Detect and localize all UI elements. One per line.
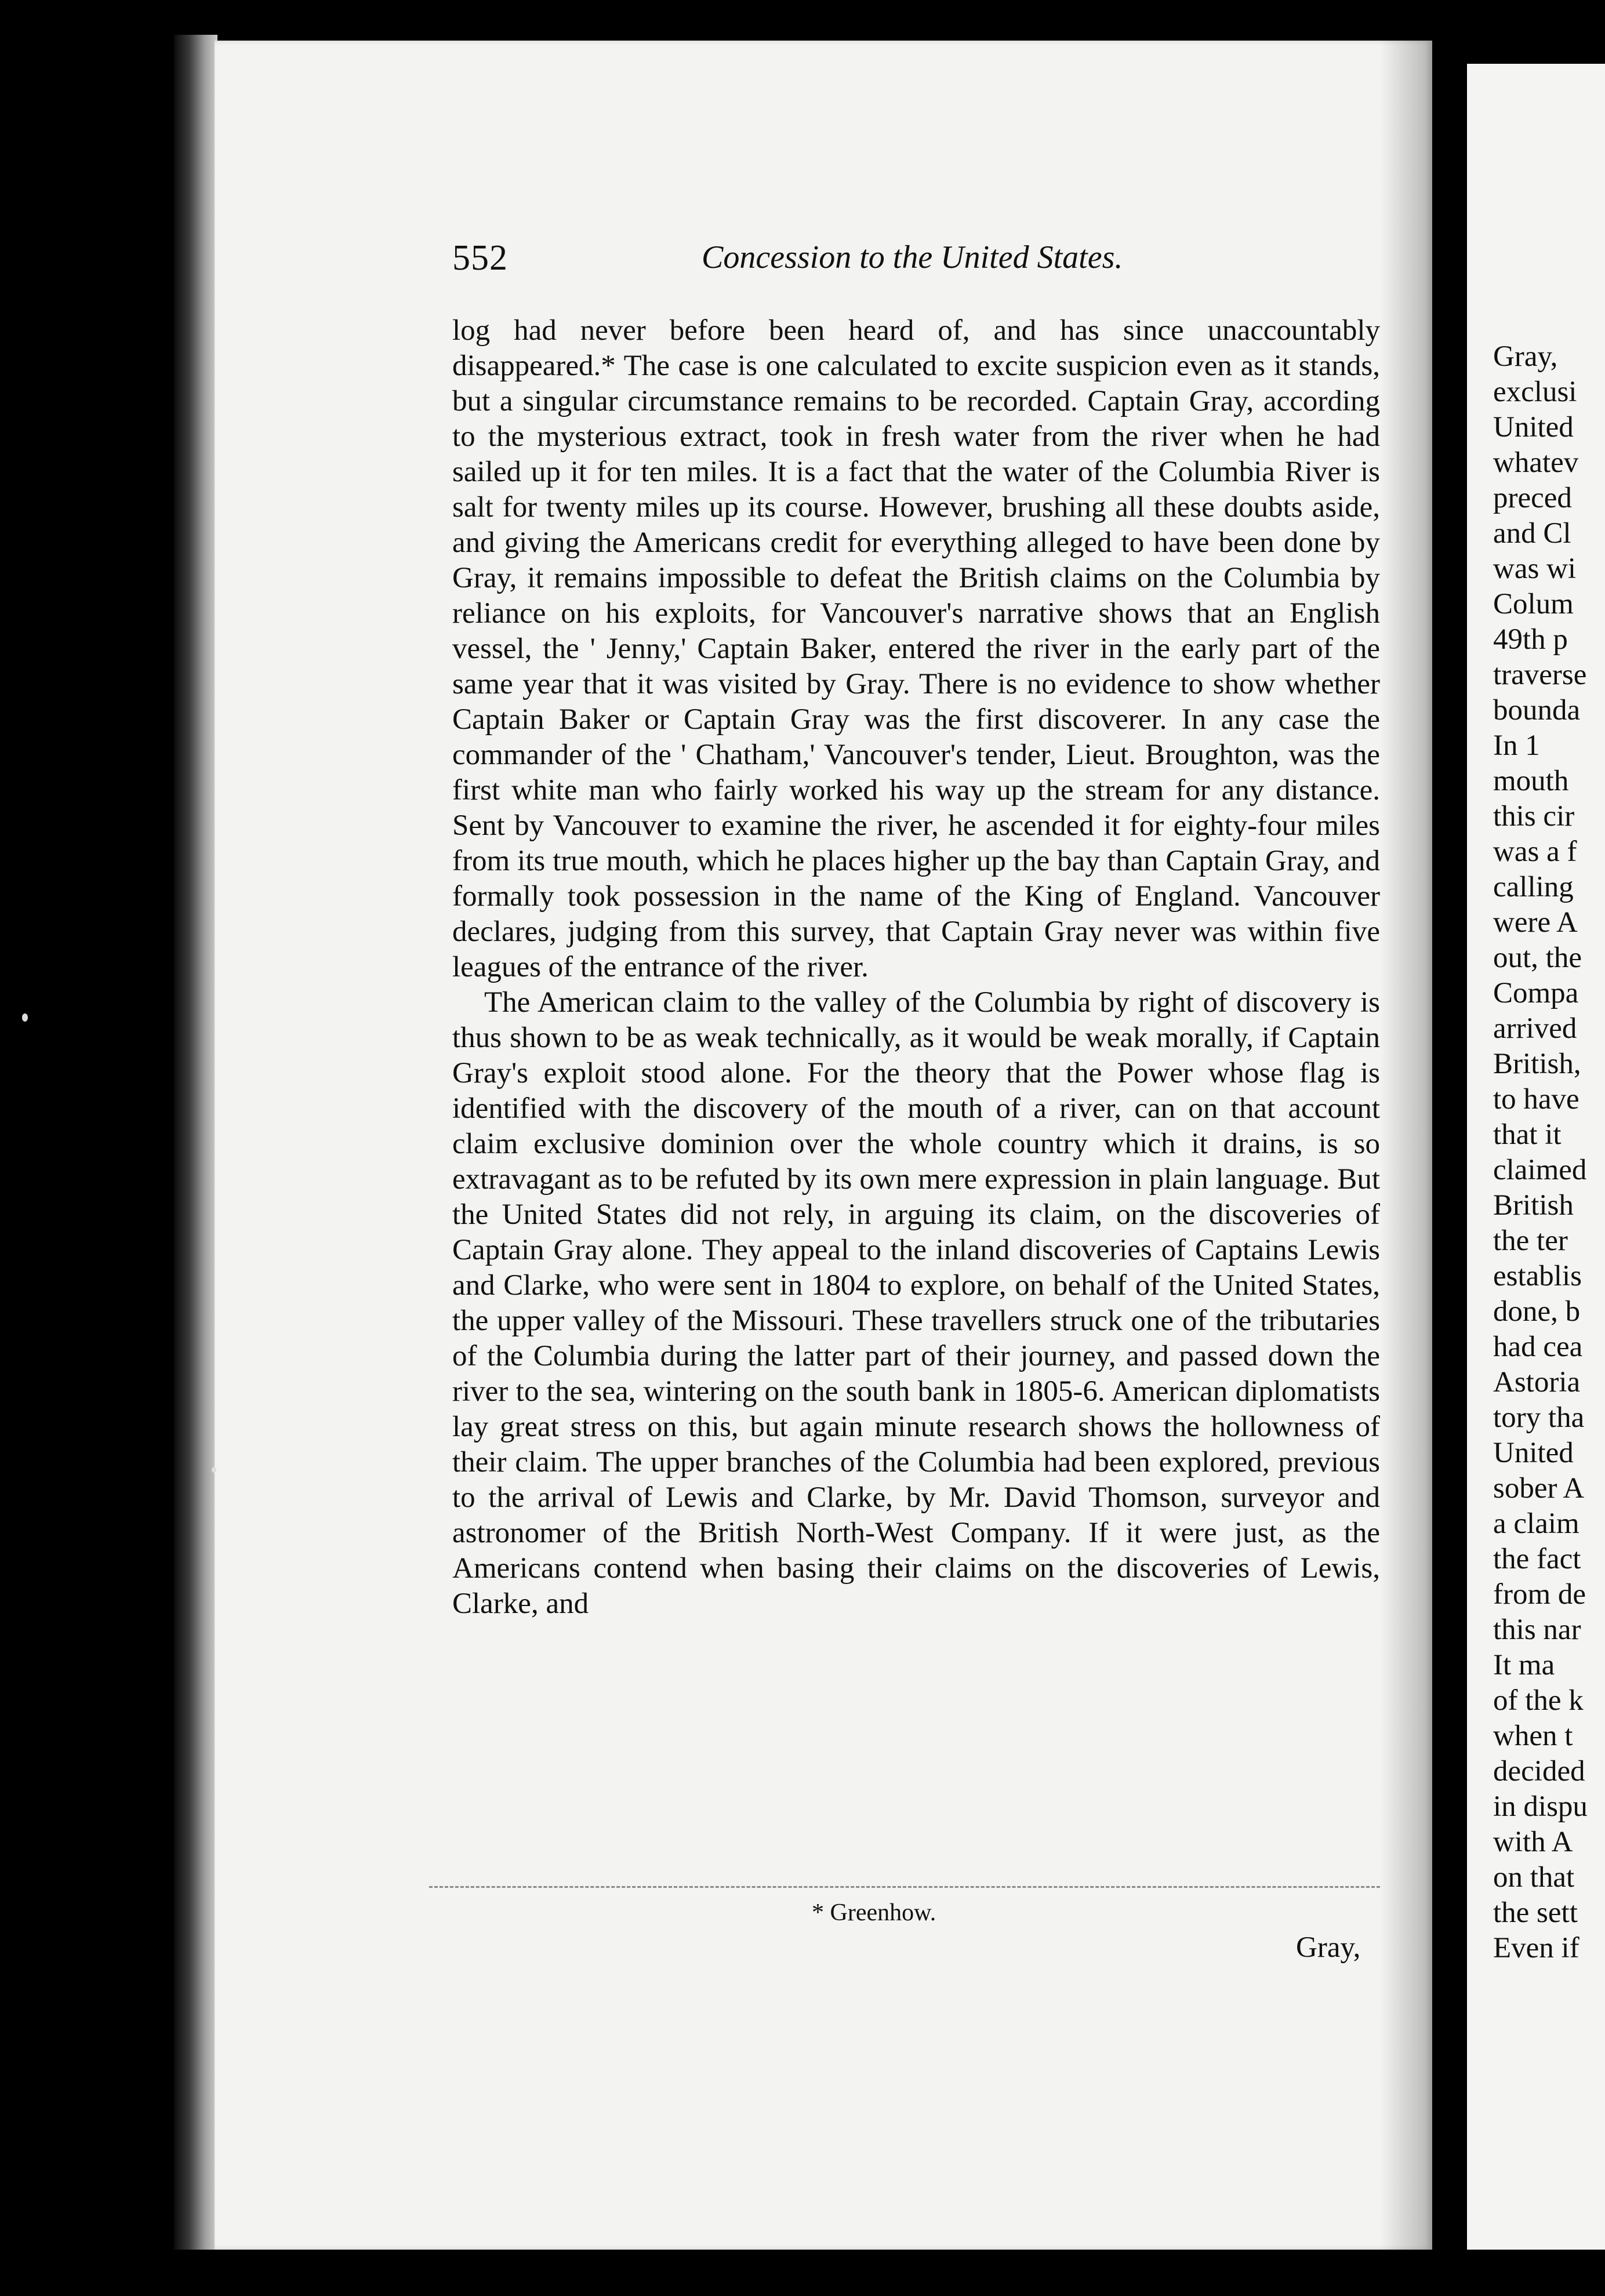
facing-page-line: Colum xyxy=(1493,588,1574,620)
facing-page-line: Compa xyxy=(1493,977,1579,1009)
facing-page-line: had cea xyxy=(1493,1331,1583,1363)
footnote-rule xyxy=(429,1886,1380,1888)
facing-page-line: were A xyxy=(1493,906,1578,939)
facing-page-line: exclusi xyxy=(1493,376,1577,408)
facing-page-line: the ter xyxy=(1493,1225,1568,1257)
facing-page-line: Gray, xyxy=(1493,340,1558,373)
scan-speck xyxy=(212,1467,216,1473)
facing-page-text xyxy=(1493,339,1605,1966)
facing-page-line: It ma xyxy=(1493,1649,1555,1681)
facing-page-line: on that xyxy=(1493,1861,1575,1894)
book-edge xyxy=(174,35,217,2250)
facing-page-line: the sett xyxy=(1493,1897,1578,1929)
scan-speck xyxy=(22,1013,28,1022)
facing-page-line: from de xyxy=(1493,1578,1586,1611)
facing-page-line: with A xyxy=(1493,1826,1573,1858)
facing-page-line: this cir xyxy=(1493,800,1575,833)
facing-page-line: arrived xyxy=(1493,1012,1577,1045)
facing-page-line: tory tha xyxy=(1493,1401,1585,1434)
facing-page-line: a claim xyxy=(1493,1507,1579,1540)
facing-page-line: United xyxy=(1493,411,1574,444)
facing-page-line: that it xyxy=(1493,1118,1562,1151)
running-title: Concession to the United States. xyxy=(702,239,1123,275)
facing-page-line: calling xyxy=(1493,871,1574,903)
facing-page-line: In 1 xyxy=(1493,729,1540,762)
facing-page-line: traverse xyxy=(1493,659,1587,691)
page-number: 552 xyxy=(452,238,508,278)
facing-page-line: Even if xyxy=(1493,1932,1579,1964)
facing-page-line: claimed xyxy=(1493,1154,1587,1186)
facing-page-line: establis xyxy=(1493,1260,1582,1292)
facing-page-line: sober A xyxy=(1493,1472,1585,1505)
facing-page-line: decided xyxy=(1493,1755,1585,1788)
facing-page-line: Astoria xyxy=(1493,1366,1581,1398)
facing-page-line: of the k xyxy=(1493,1684,1584,1717)
facing-page-line: British, xyxy=(1493,1048,1581,1080)
facing-page-line: out, the xyxy=(1493,942,1582,974)
facing-page-line: and Cl xyxy=(1493,517,1571,550)
facing-page-line: this nar xyxy=(1493,1614,1581,1646)
running-head xyxy=(452,238,1380,290)
facing-page-line: whatev xyxy=(1493,446,1579,479)
catchword: Gray, xyxy=(1296,1931,1361,1964)
facing-page-line: 49th p xyxy=(1493,623,1568,656)
page-fold-shadow xyxy=(1380,41,1432,2250)
facing-page-line: mouth xyxy=(1493,765,1569,797)
facing-page-line: bounda xyxy=(1493,694,1581,726)
facing-page-line: to have xyxy=(1493,1083,1579,1116)
facing-page-line: British xyxy=(1493,1189,1574,1222)
facing-page-line: was a f xyxy=(1493,835,1577,868)
facing-page-line: done, b xyxy=(1493,1295,1581,1328)
paragraph: The American claim to the valley of the Columbia by right of discovery is thus shown to be as weak technically, as it would be weak morally, if Captain Gray's exploit stood alone. For the theory that the Power whose flag is identified with the discovery of the mouth of a river, can on that account claim exclusive dominion over the whole country which it drains, is so extravagant as to be refuted by its own mere expression in plain language. But the United States did not rely, in arguing its claim, on the discoveries of Captain Gray alone. They appeal to the inland discoveries of Captains Lewis and Clarke, who were sent in 1804 to explore, on behalf of the United States, the upper valley of the Missouri. These travellers struck one of the tributaries of the Columbia during the latter part of their journey, and passed down the river to the sea, wintering on the south bank in 1805-6. American diplomatists lay great stress on this, but again minute research shows the hollowness of their claim. The upper branches of the Columbia had been explored, previous to the arrival of Lewis and Clarke, by Mr. David Thomson, surveyor and astronomer of the British North-West Company. If it were just, as the Americans contend when basing their claims on the discoveries of Lewis, Clarke, and xyxy=(452,986,1380,1620)
footnote: * Greenhow. xyxy=(812,1899,936,1926)
facing-page-line: when t xyxy=(1493,1720,1573,1752)
facing-page-line: preced xyxy=(1493,482,1572,514)
body-text xyxy=(452,313,1380,1622)
paragraph: log had never before been heard of, and has since unaccountably disappeared.* The case is one calculated to excite suspicion even as it stands, but a singular circumstance remains to be recorded. Captain Gray, according to the mysterious extract, took in fresh water from the river when he had sailed up it for ten miles. It is a fact that the water of the Columbia River is salt for twenty miles up its course. However, brushing all these doubts aside, and giving the Americans credit for everything alleged to have been done by Gray, it remains impossible to defeat the British claims on the Columbia by reliance on his exploits, for Vancouver's narrative shows that an English vessel, the ' Jenny,' Captain Baker, entered the river in the early part of the same year that it was visited by Gray. There is no evidence to show whether Captain Baker or Captain Gray was the first discoverer. In any case the commander of the ' Chatham,' Vancouver's tender, Lieut. Broughton, was the first white man who fairly worked his way up the stream for any distance. Sent by Vancouver to examine the river, he ascended it for eighty-four miles from its true mouth, which he places higher up the bay than Captain Gray, and formally took possession in the name of the King of England. Vancouver declares, judging from this survey, that Captain Gray never was within five leagues of the entrance of the river. xyxy=(452,314,1380,983)
facing-page-line: was wi xyxy=(1493,553,1577,585)
facing-page-line: the fact xyxy=(1493,1543,1581,1575)
facing-page-line: in dispu xyxy=(1493,1790,1588,1823)
facing-page-line: United xyxy=(1493,1437,1574,1469)
